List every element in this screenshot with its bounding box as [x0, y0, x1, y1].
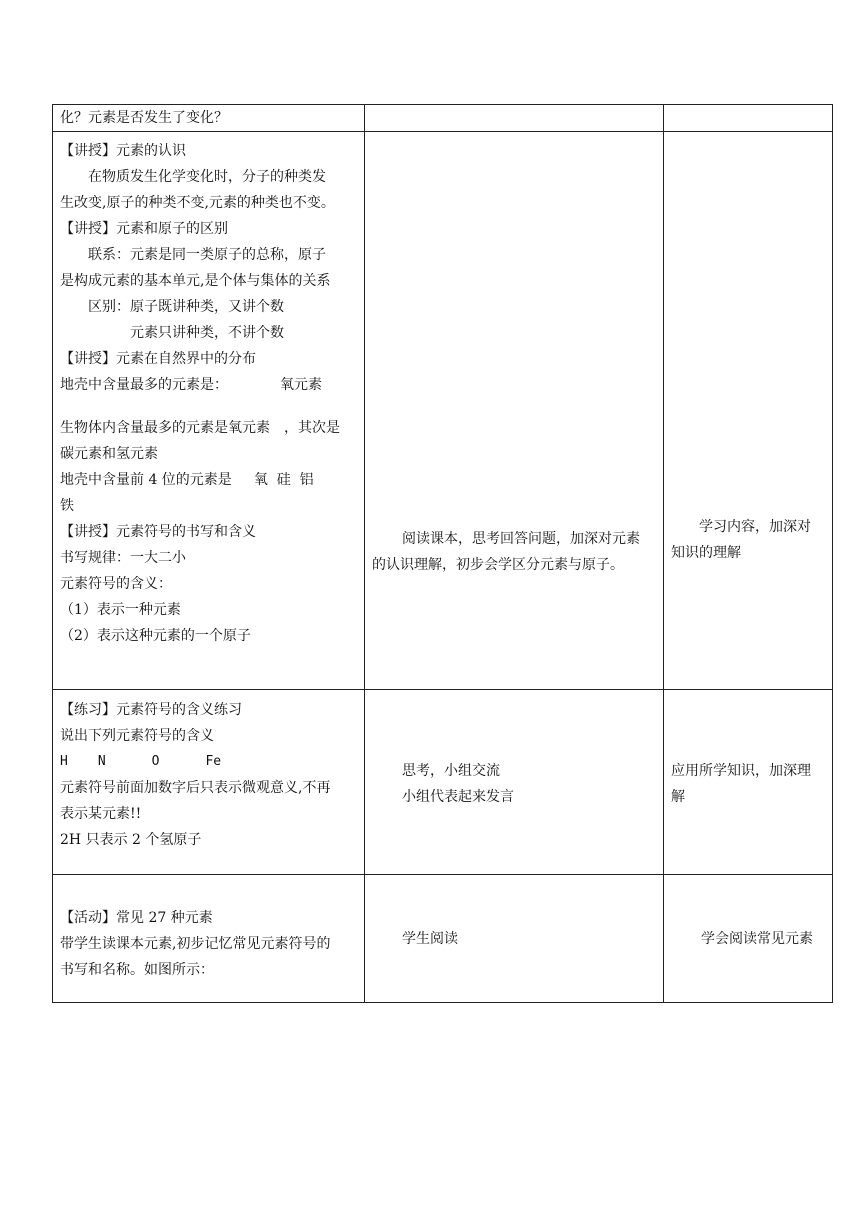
table-row: [53, 875, 833, 1003]
text-line: 表示某元素!!: [60, 806, 142, 822]
table-row: [53, 105, 833, 132]
design-intent-cell: [664, 132, 833, 690]
text-line: 元素符号前面加数字后只表示微观意义,不再: [60, 780, 331, 796]
section-heading: 【讲授】元素符号的书写和含义: [60, 524, 256, 540]
text-line: 书写和名称。如图所示：: [60, 962, 214, 978]
section-heading: 【讲授】元素在自然界中的分布: [60, 351, 256, 367]
section-heading: 【讲授】元素和原子的区别: [60, 221, 228, 237]
text-line: 的认识理解，初步会学区分元素与原子。: [372, 557, 624, 573]
text-line: 带学生读课本元素,初步记忆常见元素符号的: [60, 936, 331, 952]
text-line: 思考，小组交流: [402, 763, 500, 779]
text-line: 小组代表起来发言: [402, 789, 514, 805]
student-activity-cell: [365, 690, 664, 875]
design-intent-cell: [664, 690, 833, 875]
design-intent-cell: [664, 105, 833, 132]
design-intent-cell: [664, 875, 833, 1003]
text-line: 学会阅读常见元素: [701, 931, 813, 947]
text-line: 阅读课本，思考回答问题，加深对元素: [402, 531, 640, 547]
text-line: 知识的理解: [671, 545, 741, 561]
teacher-activity-cell: [53, 105, 365, 132]
text-line: 学习内容，加深对: [699, 519, 811, 535]
section-heading: 【活动】常见 27 种元素: [60, 910, 213, 926]
section-heading: 【讲授】元素的认识: [60, 143, 186, 159]
text-line: 元素只讲种类，不讲个数: [130, 325, 284, 341]
text-line: （2）表示这种元素的一个原子: [60, 628, 251, 644]
text-line: 应用所学知识，加深理: [671, 763, 811, 779]
text-line: 解: [671, 789, 685, 805]
text-line: 碳元素和氢元素: [60, 446, 158, 462]
text-line: 元素符号的含义：: [60, 576, 172, 592]
text-line: 说出下列元素符号的含义: [60, 728, 214, 744]
text-line: 区别：原子既讲种类，又讲个数: [88, 299, 284, 315]
text-line: 书写规律：一大二小: [60, 550, 186, 566]
teacher-activity-cell: [53, 875, 365, 1003]
text-line: 地壳中含量最多的元素是： 氧元素: [60, 377, 322, 393]
text-line: （1）表示一种元素: [60, 602, 181, 618]
text-line: 生物体内含量最多的元素是氧元素 ，其次是: [60, 420, 340, 436]
student-activity-cell: [365, 105, 664, 132]
lesson-plan-table: [52, 104, 833, 1003]
text-line: 是构成元素的基本单元,是个体与集体的关系: [60, 273, 331, 289]
element-symbols: H N O Fe: [60, 754, 222, 769]
text-line: 铁: [60, 498, 74, 514]
text-line: 在物质发生化学变化时，分子的种类发: [88, 169, 326, 185]
teacher-activity-cell: [53, 690, 365, 875]
student-activity-cell: [365, 875, 664, 1003]
teacher-activity-cell: [53, 132, 365, 690]
student-activity-cell: [365, 132, 664, 690]
text-line: 生改变,原子的种类不变,元素的种类也不变。: [60, 195, 335, 211]
table-row: [53, 690, 833, 875]
section-heading: 【练习】元素符号的含义练习: [60, 702, 242, 718]
text-line: 化？元素是否发生了变化？: [60, 110, 228, 126]
text-line: 联系：元素是同一类原子的总称，原子: [88, 247, 326, 263]
text-line: 地壳中含量前 4 位的元素是 氧 硅 铝: [60, 472, 314, 488]
text-line: 学生阅读: [402, 931, 458, 947]
text-line: 2H 只表示 2 个氢原子: [60, 832, 202, 848]
table-row: [53, 132, 833, 690]
